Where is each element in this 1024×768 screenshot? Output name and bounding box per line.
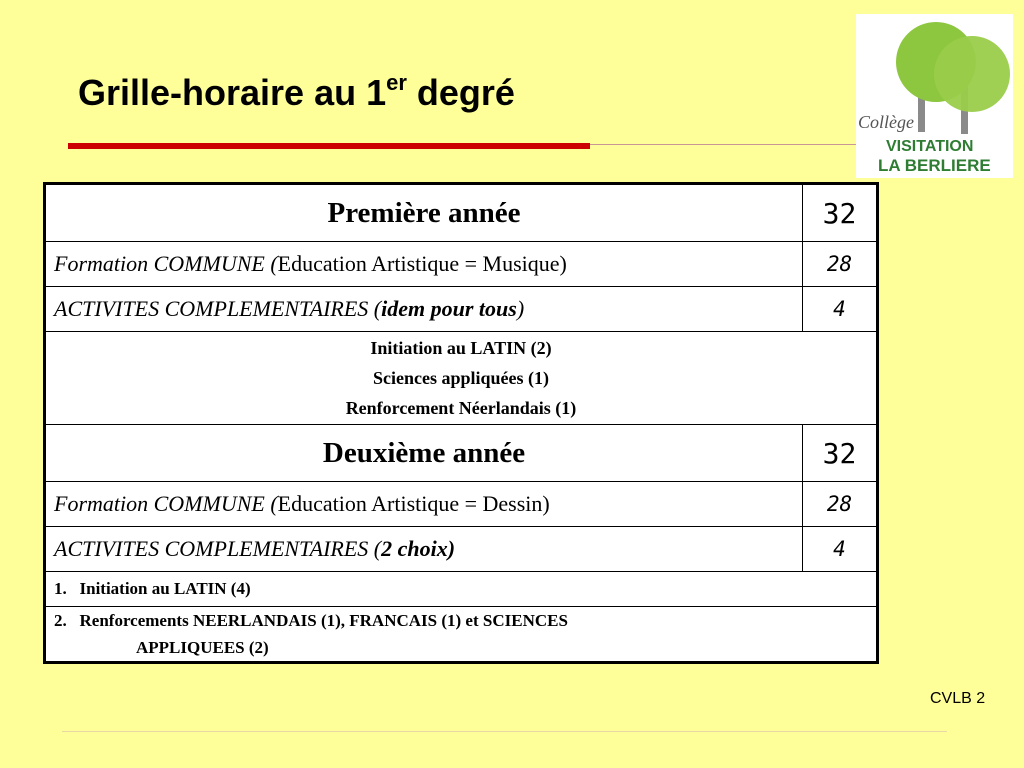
year1-common-label	[45, 242, 803, 287]
year1-common-italic: Formation COMMUNE (	[54, 251, 278, 276]
title-underline-thin	[590, 144, 860, 145]
title-underline-red	[68, 143, 590, 149]
year1-activities-italic: ACTIVITES COMPLEMENTAIRES (	[54, 296, 382, 321]
year1-option-latin: Initiation au LATIN (2)	[370, 338, 552, 358]
choice-1-number: 1.	[54, 579, 67, 598]
year2-choice-1	[45, 572, 878, 607]
table-row	[45, 287, 878, 332]
choice-2-number: 2.	[54, 611, 67, 630]
year1-common-plain: Education Artistique = Musique)	[277, 251, 567, 276]
table-row	[45, 527, 878, 572]
footer-divider	[62, 731, 947, 732]
table-row	[45, 425, 878, 482]
title-main: Grille-horaire au 1	[78, 72, 387, 113]
year2-activities-italic: ACTIVITES COMPLEMENTAIRES (	[54, 536, 382, 561]
year1-option-sciences: Sciences appliquées (1)	[372, 368, 549, 388]
title-end: degré	[406, 72, 515, 113]
table-row	[45, 242, 878, 287]
year2-common-label	[45, 482, 803, 527]
year2-common-value: 28	[803, 482, 878, 527]
year2-activities-value: 4	[803, 527, 878, 572]
table-row	[45, 607, 878, 663]
logo-line-college: Collège	[858, 112, 914, 132]
year2-choice-2	[45, 607, 878, 663]
table-row	[45, 482, 878, 527]
title-superscript: er	[386, 70, 407, 95]
schedule-table	[43, 182, 879, 664]
year1-total: 32	[803, 184, 878, 242]
choice-2-continuation: APPLIQUEES (2)	[136, 638, 269, 657]
year2-total: 32	[803, 425, 878, 482]
year1-options	[45, 332, 878, 425]
table-row	[45, 184, 878, 242]
year1-activities-label	[45, 287, 803, 332]
year2-activities-bold: 2 choix)	[381, 536, 456, 561]
slide-number: CVLB 2	[930, 690, 986, 707]
year1-common-value: 28	[803, 242, 878, 287]
choice-2-text: Renforcements NEERLANDAIS (1), FRANCAIS (1) et SCIENCES	[79, 611, 568, 630]
year1-label: Première année	[45, 184, 803, 242]
year2-activities-label	[45, 527, 803, 572]
table-row	[45, 572, 878, 607]
school-logo	[856, 14, 1013, 178]
table-row	[45, 332, 878, 425]
logo-line-visitation: VISITATION	[886, 138, 974, 155]
year1-option-dutch: Renforcement Néerlandais (1)	[345, 398, 577, 418]
year1-activities-close: )	[516, 296, 525, 321]
year2-common-plain: Education Artistique = Dessin)	[277, 491, 550, 516]
year1-activities-value: 4	[803, 287, 878, 332]
year2-label: Deuxième année	[45, 425, 803, 482]
year1-activities-bold: idem pour tous	[381, 296, 517, 321]
year2-common-italic: Formation COMMUNE (	[54, 491, 278, 516]
choice-1-text: Initiation au LATIN (4)	[79, 579, 251, 598]
logo-line-berliere: LA BERLIERE	[878, 156, 991, 175]
slide-title	[78, 72, 515, 114]
